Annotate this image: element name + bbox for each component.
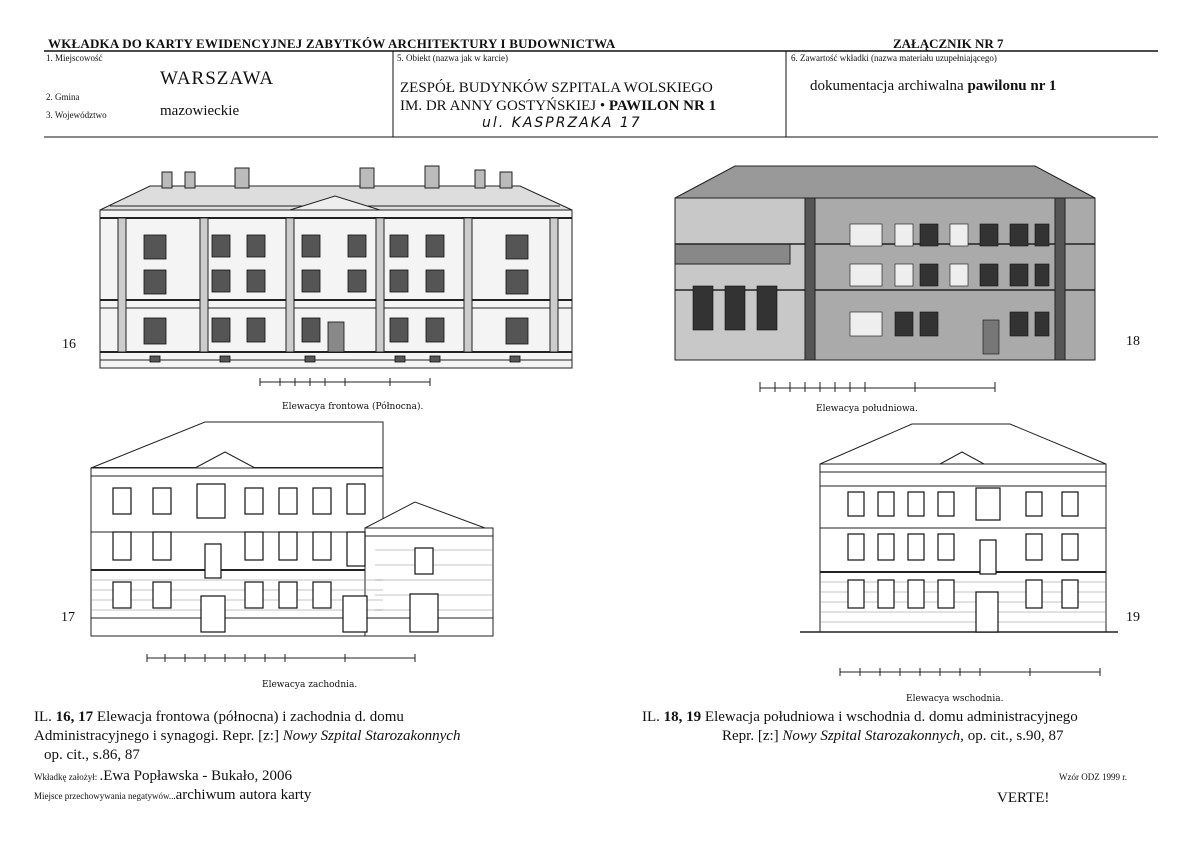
figure-16-caption: Elewacya frontowa (Północna). [282,402,424,412]
caption-left-source: Nowy Szpital Starozakonnych [282,728,461,744]
content-description [810,78,1056,95]
elevation-south-drawing [665,160,1105,410]
elevation-east-drawing [800,420,1120,680]
caption-left-line1 [34,708,460,727]
object-name-line2-text: IM. DR ANNY GOSTYŃSKIEJ • [400,98,609,114]
annex-number: ZAŁĄCZNIK NR 7 [893,36,1004,51]
object-name-line1: ZESPÓŁ BUDYNKÓW SZPITALA WOLSKIEGO [400,80,713,96]
field-label-object: 5. Obiekt (nazwa jak w karcie) [397,53,508,63]
field-label-content: 6. Zawartość wkładki (nazwa materiału uzupełniającego) [791,53,997,63]
author-label: Wkładkę założył: [34,772,100,782]
caption-left-prefix: IL. [34,709,56,725]
figure-18-number: 18 [1126,334,1140,349]
figure-16-number: 16 [62,337,76,352]
caption-right [642,708,1078,746]
voivodeship-value: mazowieckie [160,103,240,119]
author-line [34,768,292,785]
caption-left-numbers: 16, 17 [55,709,94,725]
caption-left-repr: Administracyjnego i synagogi. Repr. [z:] [34,728,283,744]
elevation-west-drawing [85,420,505,670]
object-name-line2 [400,97,716,115]
caption-right-numbers: 18, 19 [663,709,702,725]
caption-right-line2 [642,727,1078,746]
caption-left [34,708,460,765]
figure-17-number: 17 [61,610,75,625]
caption-left-line2 [34,727,460,746]
pavilion-number: PAWILON NR 1 [608,98,717,114]
caption-right-text: Elewacja południowa i wschodnia d. domu administracyjnego [701,709,1078,725]
figure-18-caption: Elewacya południowa. [816,404,918,414]
content-description-text: dokumentacja archiwalna [810,78,968,94]
verte-note: VERTE! [997,790,1050,806]
field-label-locality: 1. Miejscowość [46,53,103,63]
template-version: Wzór ODZ 1999 r. [1059,772,1127,782]
figure-19-caption: Elewacya wschodnia. [906,694,1004,704]
locality-value: WARSZAWA [160,68,275,89]
author-value: .Ewa Popławska - Bukało, 2006 [99,768,292,784]
caption-right-repr: Repr. [z:] [722,728,783,744]
caption-right-source: Nowy Szpital Starozakonnych, [782,728,964,744]
figure-19-number: 19 [1126,610,1140,625]
caption-left-line3: op. cit., s.86, 87 [44,747,140,763]
caption-right-pages: op. cit., s.90, 87 [963,728,1064,744]
caption-right-prefix: IL. [642,709,664,725]
handwritten-address: ul. KASPRZAKA 17 [482,115,642,131]
document-title: WKŁADKA DO KARTY EWIDENCYJNEJ ZABYTKÓW ARCHITEKTURY I BUDOWNICTWA [48,36,616,51]
elevation-north-drawing [90,160,580,410]
field-label-voivodeship: 3. Województwo [46,110,107,120]
storage-value: archiwum autora karty [175,787,312,803]
caption-left-text: Elewacja frontowa (północna) i zachodnia d. domu [93,709,404,725]
content-description-bold: pawilonu nr 1 [967,78,1057,94]
field-label-commune: 2. Gmina [46,92,80,102]
storage-line [34,787,311,804]
caption-right-line1 [642,708,1078,727]
figure-17-caption: Elewacya zachodnia. [262,680,358,690]
storage-label: Miejsce przechowywania negatywów... [34,791,176,801]
